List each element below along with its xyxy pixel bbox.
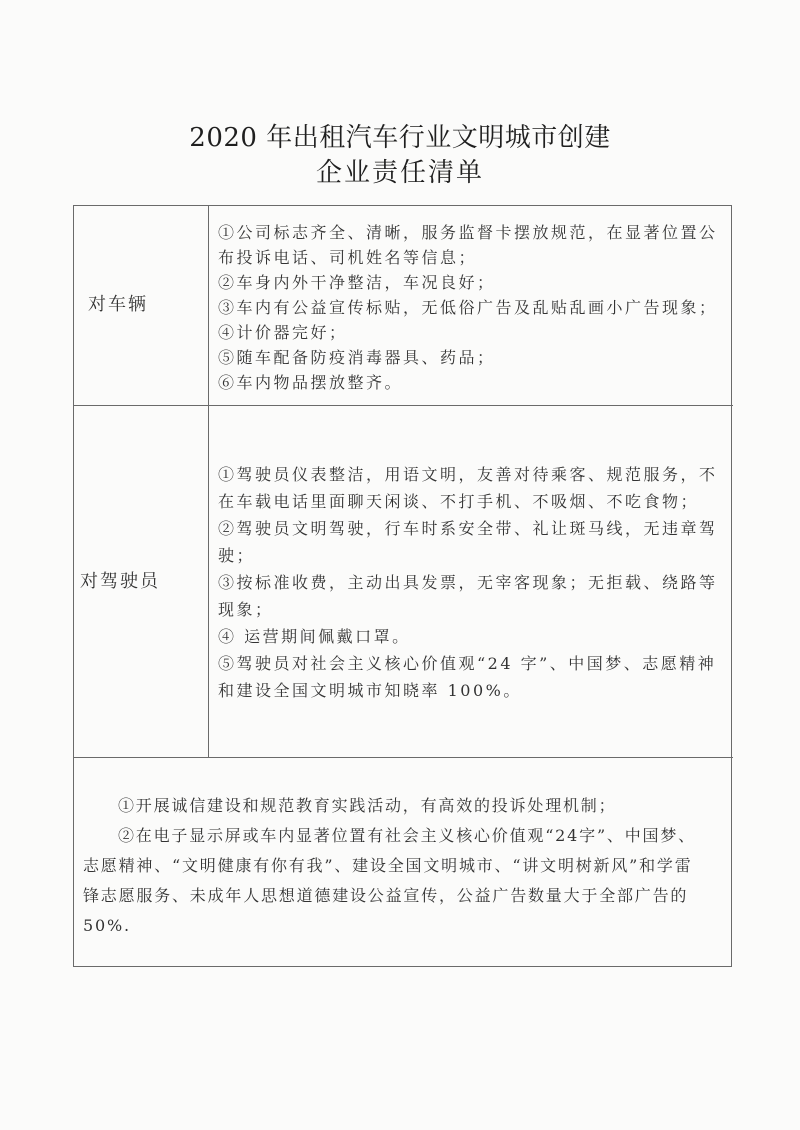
- text-line: ①公司标志齐全、清晰，服务监督卡摆放规范，在显著位置公: [218, 223, 718, 242]
- text-line: ④ 运营期间佩戴口罩。: [218, 627, 411, 646]
- text-line: 锋志愿服务、未成年人思想道德建设公益宣传，公益广告数量大于全部广告的: [83, 886, 689, 905]
- text-line: ②车身内外干净整洁，车况良好；: [218, 273, 496, 292]
- text-line: 志愿精神、“文明健康有你有我”、建设全国文明城市、“讲文明树新风”和学雷: [83, 856, 693, 875]
- row-label-vehicle: 对车辆: [88, 294, 148, 315]
- text-line: ①驾驶员仪表整洁，用语文明，友善对待乘客、规范服务，不: [218, 465, 718, 484]
- text-line: ②在电子显示屏或车内显著位置有社会主义核心价值观“24字”、中国梦、: [118, 826, 696, 845]
- enterprise-requirements: [83, 791, 729, 941]
- text-line: ⑤驾驶员对社会主义核心价值观“24 字”、中国梦、志愿精神: [218, 654, 717, 673]
- text-line: 和建设全国文明城市知晓率 100%。: [218, 681, 522, 700]
- document-title-line-1: 2020 年出租汽车行业文明城市创建: [189, 123, 611, 153]
- text-line: 驶；: [218, 546, 256, 565]
- row-label-driver: 对驾驶员: [80, 571, 160, 592]
- text-line: ①开展诚信建设和规范教育实践活动，有高效的投诉处理机制；: [118, 796, 617, 815]
- vehicle-requirements: [218, 220, 728, 395]
- text-line: 现象；: [218, 600, 274, 619]
- text-line: ②驾驶员文明驾驶，行车时系安全带、礼让斑马线，无违章驾: [218, 519, 718, 538]
- text-line: 50%.: [83, 916, 131, 935]
- document-title-line-2: 企业责任清单: [315, 158, 484, 188]
- table-row-divider: [73, 405, 733, 406]
- text-line: ④计价器完好；: [218, 323, 348, 342]
- text-line: ⑥车内物品摆放整齐。: [218, 373, 404, 392]
- table-row-divider: [73, 757, 733, 758]
- table-column-divider: [208, 205, 209, 757]
- text-line: ③按标准收费，主动出具发票，无宰客现象；无拒载、绕路等: [218, 573, 718, 592]
- driver-requirements: [218, 461, 728, 704]
- text-line: 布投诉电话、司机姓名等信息；: [218, 248, 478, 267]
- text-line: ③车内有公益宣传标贴，无低俗广告及乱贴乱画小广告现象；: [218, 298, 718, 317]
- text-line: ⑤随车配备防疫消毒器具、药品；: [218, 348, 496, 367]
- text-line: 在车载电话里面聊天闲谈、不打手机、不吸烟、不吃食物；: [218, 492, 700, 511]
